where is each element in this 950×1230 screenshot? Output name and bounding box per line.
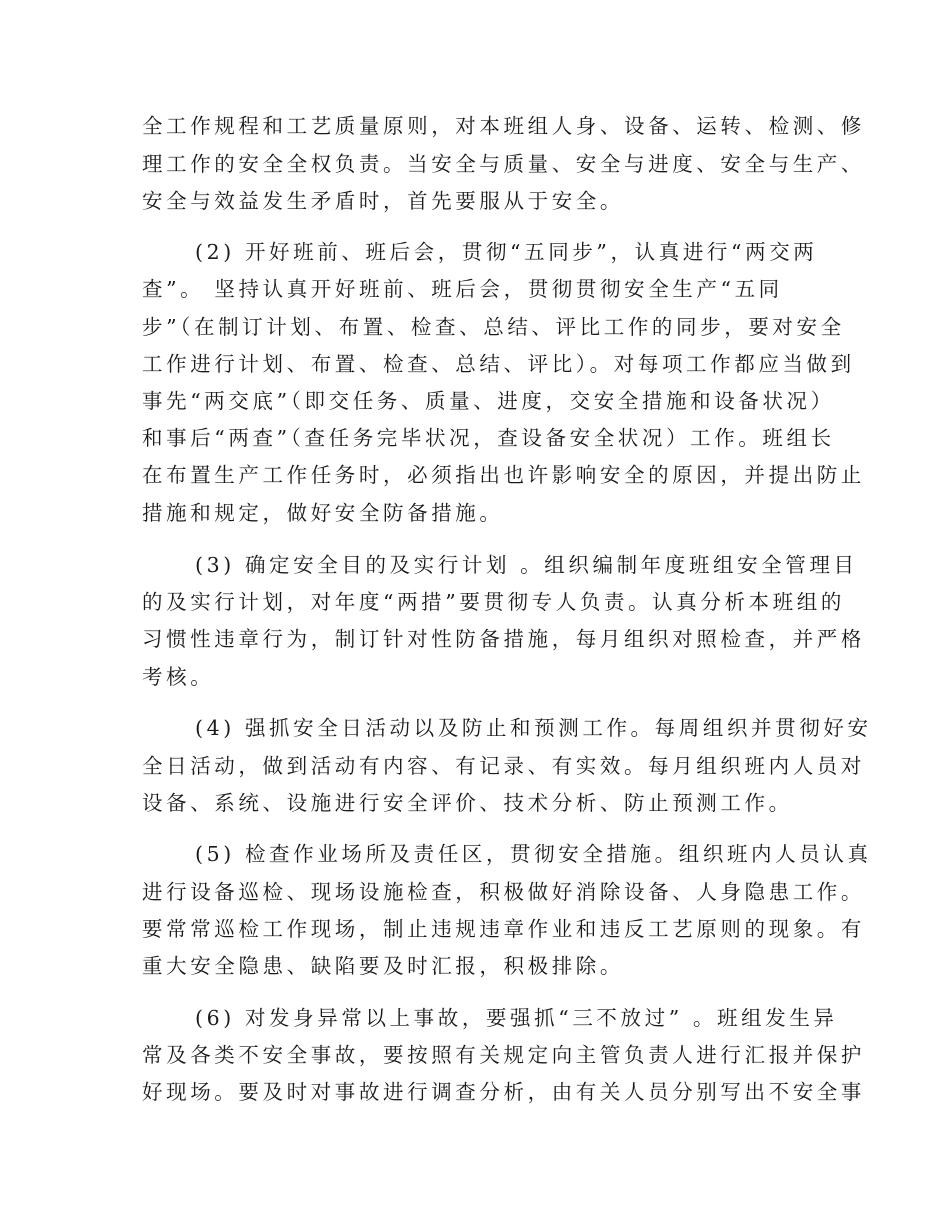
text-line: 全日活动，做到活动有内容、有记录、有实效。每月组织班内人员对 — [142, 754, 865, 778]
text-line: 在布置生产工作任务时，必须指出也许影响安全的原因，并提出防止 — [142, 463, 865, 487]
text-line: (2) 开好班前、班后会，贯彻“五同步”，认真进行“两交两 — [195, 240, 818, 264]
text-line: 设备、系统、设施进行安全评价、技术分析、防止预测工作。 — [142, 791, 793, 815]
text-line: 考核。 — [142, 665, 215, 689]
text-line: 工作进行计划、布置、检查、总结、评比）。对每项工作都应当做到 — [142, 352, 855, 376]
text-line: 好现场。要及时对事故进行调查分析，由有关人员分别写出不安全事 — [142, 1080, 865, 1104]
text-line: (5) 检查作业场所及责任区，贯彻安全措施。组织班内人员认真 — [195, 842, 872, 866]
text-line: 查”。 坚持认真开好班前、班后会，贯彻贯彻安全生产“五同 — [142, 277, 783, 301]
text-line: 重大安全隐患、缺陷要及时汇报，积极排除。 — [142, 954, 624, 978]
text-line: 步”（在制订计划、布置、检查、总结、评比工作的同步，要对安全 — [142, 315, 845, 339]
text-line: 安全与效益发生矛盾时，首先要服从于安全。 — [142, 189, 624, 213]
text-line: 措施和规定，做好安全防备措施。 — [142, 501, 504, 525]
text-line: 进行设备巡检、现场设施检查，积极做好消除设备、人身隐患工作。 — [142, 880, 865, 904]
text-line: 和事后“两查”（查任务完毕状况，查设备安全状况）工作。班组长 — [142, 426, 835, 450]
text-line: (4) 强抓安全日活动以及防止和预测工作。每周组织并贯彻好安 — [195, 716, 872, 740]
text-line: 常及各类不安全事故，要按照有关规定向主管负责人进行汇报并保护 — [142, 1043, 865, 1067]
text-line: 习惯性违章行为，制订针对性防备措施，每月组织对照检查，并严格 — [142, 627, 865, 651]
text-line: (3) 确定安全目的及实行计划 。组织编制年度班组安全管理目 — [195, 553, 858, 577]
text-line: 理工作的安全全权负责。当安全与质量、安全与进度、安全与生产、 — [142, 152, 865, 176]
text-line: 的及实行计划，对年度“两措”要贯彻专人负责。认真分析本班组的 — [142, 590, 845, 614]
text-line: 全工作规程和工艺质量原则，对本班组人身、设备、运转、检测、修 — [142, 114, 865, 138]
text-line: (6) 对发身异常以上事故，要强抓“三不放过” 。班组发生异 — [195, 1006, 838, 1030]
text-line: 要常常巡检工作现场，制止违规违章作业和违反工艺原则的现象。有 — [142, 917, 865, 941]
text-line: 事先“两交底”（即交任务、质量、进度，交安全措施和设备状况） — [142, 389, 835, 413]
